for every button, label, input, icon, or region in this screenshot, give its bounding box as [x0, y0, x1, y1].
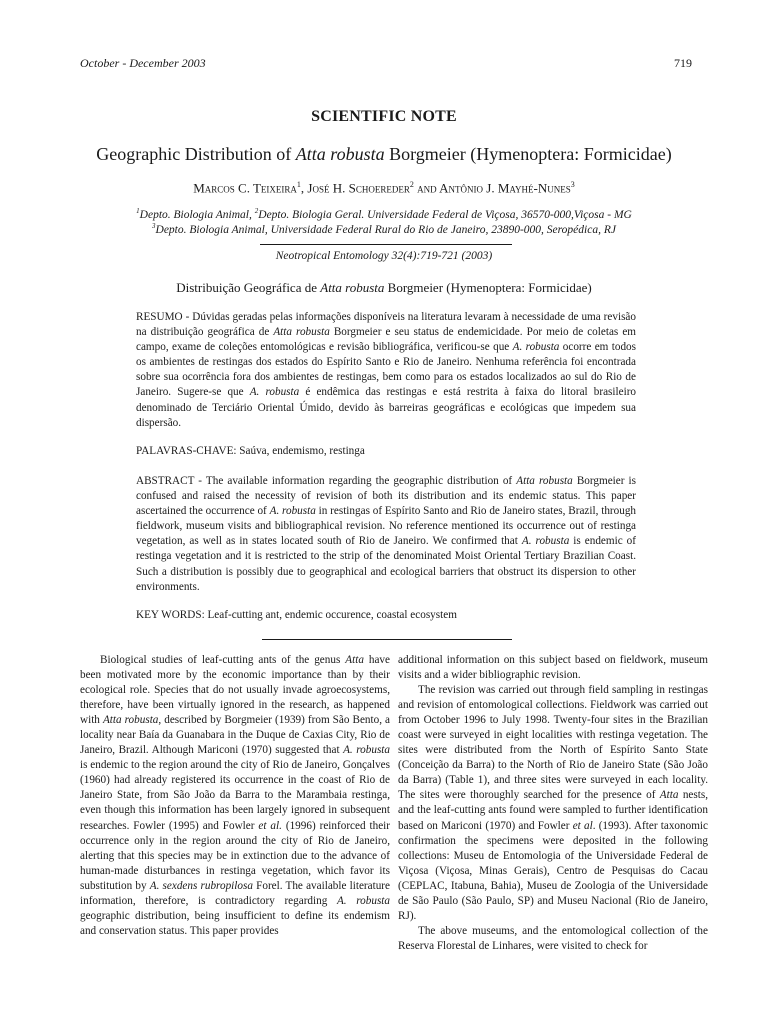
abstract-species: Atta robusta	[516, 475, 573, 487]
pt-title-species: Atta robusta	[320, 280, 385, 295]
resumo-species: Atta robusta	[273, 326, 330, 339]
author-list	[0, 180, 768, 196]
affil-text-3: Depto. Biologia Animal, Universidade Federal Rural do Rio de Janeiro, 23890-000, Seropédica, RJ	[155, 223, 616, 236]
abstract-text: in restingas of Espírito Santo and Rio de Janeiro states, Brazil, through fieldwork, museum visits and bibliographical revision. No reference mentioned its occurrence out of restinga vegetation, as well as in states located south of Rio de Janeiro. We confirmed that	[136, 505, 637, 548]
abstract-paragraph	[136, 474, 636, 595]
body-text: . (1993). After taxonomic confirmation the specimens were deposited in the following collections: Museu de Entomologia of the Universidade Federal de Viçosa (Viçosa, Minas Gerais), Centro de Pesquisas do Cacau (CEPLAC, Itabuna, Bahia), Museu de Zoologia of the Universidade de São Paulo (São Paulo, SP) and Museu Nacional (Rio de Janeiro, RJ).	[398, 819, 708, 922]
abstract-text: Borgmeier is confused and raised the necessity of revision of both its distribution and its endemic status. This paper ascertained the occurrence of	[136, 475, 637, 518]
resumo-text: RESUMO - Dúvidas geradas pelas informações disponíveis na literatura levaram à necessidade de uma revisão na distribuição geográfica de	[136, 311, 636, 339]
author-1: Marcos C. Teixeira	[193, 180, 297, 196]
author-sep-2: and	[413, 180, 440, 196]
author-1-affil: 1	[296, 180, 301, 189]
resumo-text: é endêmica das restingas e está restrita à faixa do litoral brasileiro denominado de Terciário Oriental Úmido, devido às barreiras geográficas e ecológicas que impedem sua dispersão.	[136, 386, 637, 429]
affil-sup-2: 2	[254, 207, 259, 215]
body-italic: Atta	[659, 789, 679, 802]
title-pre: Geographic Distribution of	[96, 144, 296, 164]
resumo-paragraph	[136, 310, 636, 431]
affiliation-line-2	[0, 222, 768, 236]
section-label: SCIENTIFIC NOTE	[311, 108, 457, 125]
abstract-text: is endemic of restinga vegetation and it is restricted to the strip of the denominated Moist Oriental Tertiary Brazilian Coast. Such a distribution is possibly due to geographical and ecological barriers that obstruct its dispersion to other environments.	[136, 535, 637, 593]
resumo-text: Borgmeier e seu status de endemicidade. Por meio de coletas em campo, exame de coleções entomológicas e revisão bibliográfica, verificou-se que	[136, 326, 636, 354]
body-paragraph: additional information on this subject based on fieldwork, museum visits and a wider bibliographic revision.	[398, 654, 708, 682]
resumo-text: ocorre em todos os ambientes de restingas dos estados do Espírito Santo e Rio de Janeiro. Nenhuma referência foi encontrada sobre sua ocorrência fora dos ambientes de restingas, bem como para os estados localizados ao sul do Rio de Janeiro. Sugere-se que	[136, 341, 636, 399]
body-text: Biological studies of leaf-cutting ants of the genus	[100, 654, 346, 666]
body-italic: A. robusta	[336, 894, 390, 907]
body-italic: Atta robusta	[102, 714, 159, 727]
palavras-chave: PALAVRAS-CHAVE: Saúva, endemismo, restinga	[136, 445, 365, 457]
affil-text-2: Depto. Biologia Geral. Universidade Federal de Viçosa, 36570-000,Viçosa - MG	[258, 208, 632, 221]
paper-title	[0, 144, 768, 165]
pt-title-post: Borgmeier (Hymenoptera: Formicidae)	[384, 280, 592, 295]
body-text: nests, and the leaf-cutting ants found were sampled to further identification based on Mariconi (1970) and Fowler	[398, 789, 709, 832]
body-text: (1996) reinforced their occurrence only in the region around the city of Rio de Janeiro, alerting that this species may be in extinction due to the advance of human-made disturbances in restinga vegetation, which favor its substitution by	[80, 819, 391, 892]
page-number: 719	[674, 56, 692, 70]
title-post: Borgmeier (Hymenoptera: Formicidae)	[384, 144, 672, 164]
body-paragraph: The above museums, and the entomological collection of the Reserva Florestal de Linhares, were visited to check for	[398, 924, 708, 952]
portuguese-title	[0, 280, 768, 296]
body-paragraph	[398, 683, 708, 924]
body-text: Forel. The available literature information, therefore, is contradictory regarding	[80, 879, 390, 907]
body-italic: Atta	[345, 654, 364, 666]
body-text: is endemic to the region around the city of Rio de Janeiro, Gonçalves (1960) had already registered its occurrence in the coast of Rio de Janeiro State, from São João da Barra to the Marambaia restinga, even though this information has been largely ignored in subsequent researches. Fowler (1995) and Fowler	[80, 759, 390, 832]
affil-text-1: Depto. Biologia Animal,	[139, 208, 255, 221]
body-italic: A. sexdens rubropilosa	[149, 879, 253, 892]
body-italic: et al	[572, 819, 593, 832]
author-2-affil: 2	[409, 180, 414, 189]
divider-top	[260, 244, 512, 245]
journal-citation: Neotropical Entomology 32(4):719-721 (2003)	[275, 250, 493, 262]
body-italic: et al.	[258, 819, 282, 832]
author-3-affil: 3	[570, 180, 575, 189]
pt-title-pre: Distribuição Geográfica de	[176, 280, 321, 295]
affil-sup-1: 1	[136, 207, 140, 215]
author-2: José H. Schoereder	[307, 180, 410, 196]
body-paragraph	[80, 653, 390, 939]
author-3: Antônio J. Mayhé-Nunes	[439, 180, 571, 196]
author-sep-1: ,	[300, 180, 308, 196]
resumo-species: A. robusta	[249, 386, 300, 399]
title-species: Atta robusta	[295, 144, 385, 164]
body-text: , described by Borgmeier (1939) from São Bento, a locality near Baía da Guanabara in the Duque de Caxias City, Rio de Janeiro, Brazil. Although Mariconi (1970) suggested that	[80, 714, 391, 757]
body-column-right	[398, 653, 708, 954]
abstract-text: ABSTRACT - The available information regarding the geographic distribution of	[136, 475, 517, 487]
body-column-left	[80, 653, 390, 939]
key-words: KEY WORDS: Leaf-cutting ant, endemic occurence, coastal ecosystem	[136, 609, 457, 621]
resumo-species: A. robusta	[512, 341, 560, 354]
body-text: geographic distribution, being insufficient to define its endemism and conservation status. This paper provides	[80, 909, 390, 937]
affil-sup-3: 3	[152, 222, 156, 230]
body-text: have been motivated more by the economic importance than by their ecological role. Species that do not usually invade agroecosystems, therefore, have been virtually ignored in the research, as happened with	[80, 654, 390, 727]
divider-mid	[262, 639, 512, 640]
abstract-species: A. robusta	[521, 535, 570, 548]
header-date: October - December 2003	[80, 56, 206, 70]
abstract-species: A. robusta	[269, 505, 316, 518]
affiliation-line-1	[0, 207, 768, 221]
body-italic: A. robusta	[343, 744, 390, 757]
body-text: The revision was carried out through field sampling in restingas and revision of entomological collections. Fieldwork was carried out from October 1996 to July 1998. Twenty-four sites in the Brazilian coast were surveyed in eight localities with restinga vegetation. The sites were distributed from the North of Espírito Santo State (Conceição da Barra) to the North of Rio de Janeiro State (São João da Barra) (Table 1), and three sites were surveyed in each locality. The sites were thoroughly searched for the presence of	[398, 684, 708, 802]
